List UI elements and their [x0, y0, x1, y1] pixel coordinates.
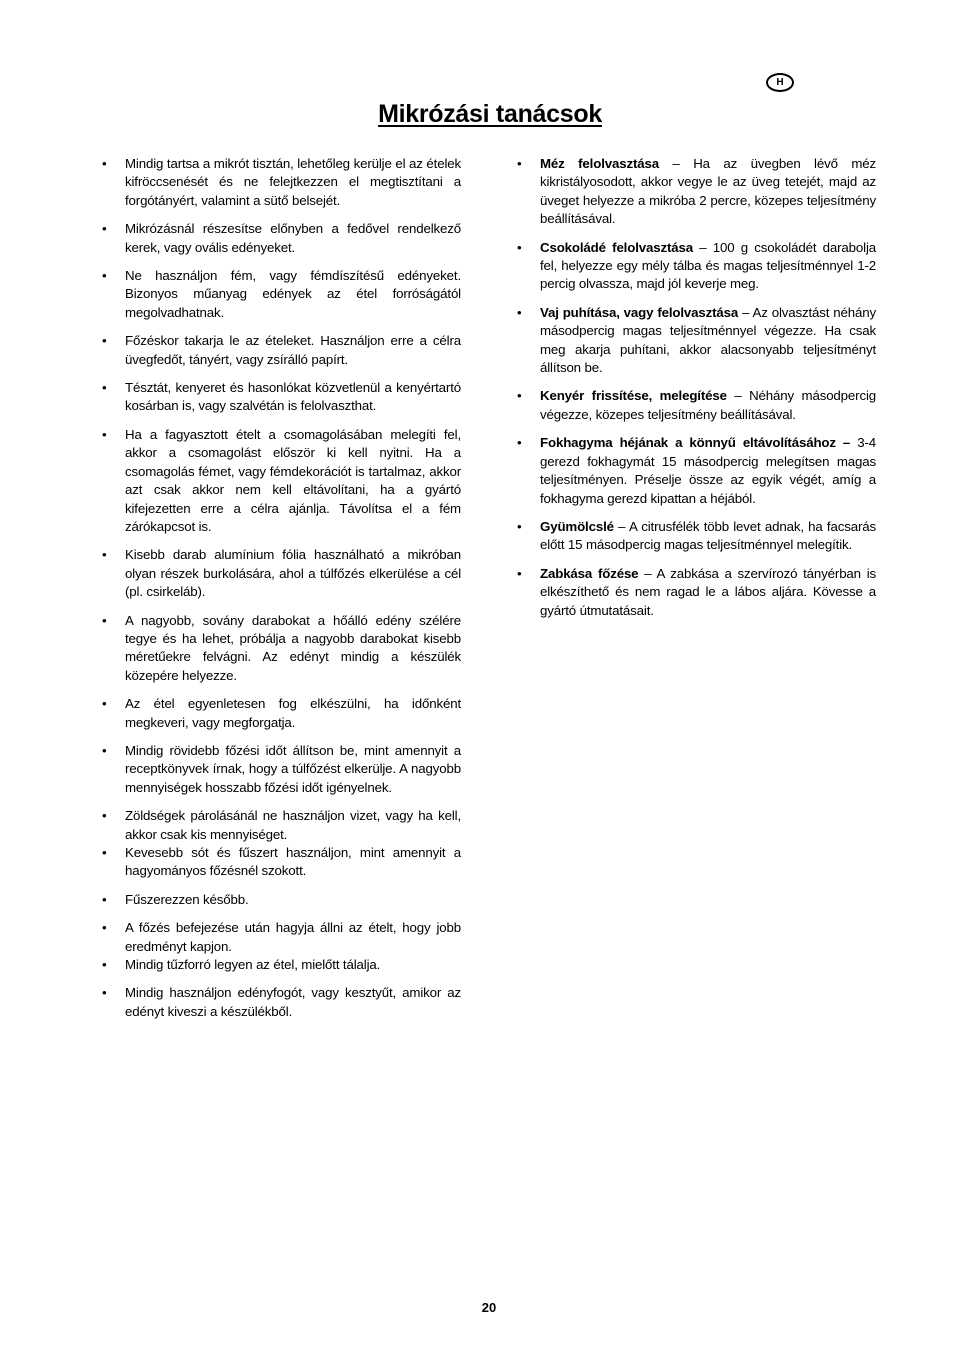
list-item: [513, 239, 876, 294]
list-item-text: [540, 519, 876, 552]
list-item: [513, 387, 876, 424]
list-item: [98, 379, 461, 416]
list-item: [513, 434, 876, 508]
tip-description: – A zabkása a szervírozó tányérban is elkészíthető és nem ragad le a lábos aljára. Kövesse a gyártó útmutatásait.: [540, 565, 877, 618]
left-tips-list: [98, 155, 461, 1031]
list-item: [98, 426, 461, 536]
tip-description: – Az olvasztást néhány másodpercig magas teljesítménnyel végezze. Ha csak meg akarja puhítani, akkor alacsonyabb teljesítményt állítson be.: [540, 304, 876, 376]
list-item-text: Az étel egyenletesen fog elkészülni, ha időnként megkeveri, vagy megforgatja.: [125, 696, 461, 730]
list-item: [98, 267, 461, 322]
tip-term: Csokoládé felolvasztása: [540, 239, 693, 255]
list-item-text: Tésztát, kenyeret és hasonlókat közvetlenül a kenyértartó kosárban is, vagy szalvétán is felolvaszthat.: [125, 380, 461, 414]
tip-description: – Néhány másodpercig végezze, közepes teljesítmény beállításával.: [540, 388, 876, 422]
list-item-text: Mindig rövidebb főzési időt állítson be, mint amennyit a receptkönyvek írnak, hogy a túlfőzést elkerülje. A nagyobb mennyiségek hosszabb főzési időt igényelnek.: [125, 742, 461, 795]
list-item-text: Fűszerezzen később.: [125, 891, 249, 907]
list-item: [98, 695, 461, 732]
tip-term: Fokhagyma héjának a könnyű eltávolításához –: [540, 435, 851, 451]
list-item-text: [540, 388, 876, 421]
list-item: [513, 304, 876, 378]
list-item: [98, 844, 461, 881]
tip-description: – 100 g csokoládét darabolja fel, helyezze egy mély tálba és magas teljesítménnyel 1-2 percig olvassza, majd jól keverje meg.: [540, 239, 876, 292]
tip-term: Méz felolvasztása: [540, 156, 659, 171]
list-item-text: Mikrózásnál részesítse előnyben a fedővel rendelkező kerek, vagy ovális edényeket.: [125, 221, 461, 255]
list-item: [98, 612, 461, 686]
tip-term: Gyümölcslé: [540, 518, 614, 534]
list-item: [98, 332, 461, 369]
list-item: [98, 742, 461, 797]
list-item: [513, 155, 876, 229]
page-number: 20: [481, 1300, 497, 1315]
tip-description: – A citrusfélék több levet adnak, ha facsarás előtt 15 másodpercig magas teljesítménnyel melegítik.: [540, 518, 876, 553]
tip-description: 3-4 gerezd fokhagymát 15 másodpercig melegítsen magas teljesítményen. Préselje össze az egyik végét, amíg a fokhagyma gerezd kipattan a héjából.: [540, 435, 876, 506]
list-item: [513, 565, 876, 620]
list-item-text: [540, 566, 876, 618]
list-item-text: [540, 240, 876, 292]
list-item-text: Mindig tűzforró legyen az étel, mielőtt tálalja.: [125, 957, 381, 973]
list-item-text: Mindig használjon edényfogót, vagy kesztyűt, amikor az edényt kiveszi a készülékből.: [125, 985, 461, 1019]
list-item-text: Mindig tartsa a mikrót tisztán, lehetőleg kerülje el az ételek kifröccsenését és ne felejtkezzen el megtisztítani a forgótányért, valamint a sütő belsejét.: [125, 156, 461, 208]
list-item-text: Ha a fagyasztott ételt a csomagolásában melegíti fel, akkor a csomagolást először ki kell nyitni. Ha a csomagolás fémet, vagy fémdekorációt is tartalmaz, akkor azt csak akkor nem kell eltávolítani, ha a gyártó kifejezetten erre a célra ajánlja. Távolítsa el a fém zárókapcsot is.: [125, 426, 461, 534]
tip-term: Zabkása főzése: [540, 565, 639, 581]
page-title: Mikrózási tanácsok: [378, 100, 602, 128]
list-item: [98, 919, 461, 956]
list-item: [98, 155, 461, 210]
list-item-text: A főzés befejezése után hagyja állni az ételt, hogy jobb eredményt kapjon.: [125, 920, 461, 954]
list-item: [98, 956, 461, 974]
tip-term: Kenyér frissítése, melegítése: [540, 388, 727, 404]
list-item-text: Kevesebb sót és fűszert használjon, mint amennyit a hagyományos főzésnél szokott.: [125, 845, 461, 879]
list-item: [98, 546, 461, 601]
list-item: [98, 807, 461, 844]
list-item-text: Ne használjon fém, vagy fémdíszítésű edényeket. Bizonyos műanyag edények az étel forróságától megolvadhatnak.: [125, 268, 461, 320]
list-item-text: [540, 435, 876, 505]
list-item: [98, 891, 461, 909]
list-item: [98, 220, 461, 257]
language-badge: H: [766, 73, 794, 92]
right-tips-list: [513, 155, 876, 630]
list-item-text: Kisebb darab alumínium fólia használható a mikróban olyan részek burkolására, ahol a túlfőzés elkerülése a cél (pl. csirkeláb).: [125, 547, 461, 600]
list-item-text: A nagyobb, sovány darabokat a hőálló edény szélére tegye és ha lehet, próbálja a nagyobb darabokat kisebb méretűekre felvágni. Az edényt mindig a készülék közepére helyezze.: [125, 612, 461, 683]
list-item-text: Főzéskor takarja le az ételeket. Használjon erre a célra üvegfedőt, tányért, vagy zsírálló papírt.: [125, 333, 461, 367]
list-item: [513, 518, 876, 555]
list-item-text: [540, 156, 876, 226]
tip-description: – Ha az üvegben lévő méz kikristályosodott, akkor vegye le az üveg tetejét, majd az üveget helyezze a mikróba 2 percre, közepes teljesítmény beállításával.: [540, 156, 876, 227]
list-item-text: [540, 305, 876, 375]
list-item: [98, 984, 461, 1021]
tip-term: Vaj puhítása, vagy felolvasztása: [540, 304, 739, 320]
list-item-text: Zöldségek párolásánál ne használjon vizet, vagy ha kell, akkor csak kis mennyiséget.: [125, 808, 461, 842]
